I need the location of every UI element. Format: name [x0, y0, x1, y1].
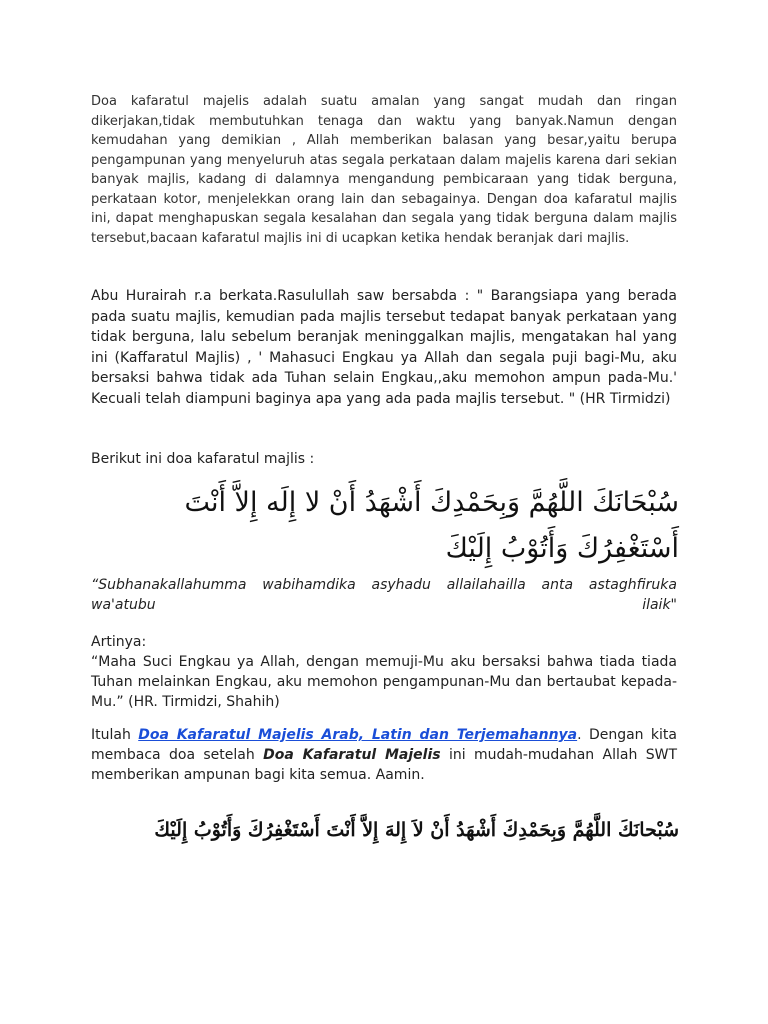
meaning-block [91, 632, 677, 712]
closing-paragraph [91, 725, 677, 785]
hadith-paragraph: Abu Hurairah r.a berkata.Rasulullah saw bersabda : " Barangsiapa yang berada pada suatu majlis, kemudian pada majlis tersebut tedapat banyak perkataan yang tidak berguna, lalu sebelum beranjak meninggalkan majlis, mengatakan hal yang ini (Kaffaratul Majlis) , ' Mahasuci Engkau ya Allah dan segala puji bagi-Mu, aku bersaksi bahwa tidak ada Tuhan selain Engkau,,aku memohon ampun pada-Mu.' Kecuali telah diampuni baginya apa yang ada pada majlis tersebut. " (HR Tirmidzi) [91, 288, 677, 407]
closing-middle: . Dengan kita membaca doa setelah [91, 727, 677, 763]
closing-prefix: Itulah [91, 727, 139, 743]
article-title-link[interactable]: Doa Kafaratul Majelis Arab, Latin dan Terjemahannya [138, 727, 578, 743]
latin-transliteration: “Subhanakallahumma wabihamdika asyhadu allailahailla anta astaghfiruka wa'atubu ilaik" [91, 577, 677, 613]
closing-suffix: ini mudah-mudahan Allah SWT memberikan ampunan bagi kita semua. Aamin. [91, 747, 677, 783]
closing-emphasis: Doa Kafaratul Majelis [263, 747, 441, 763]
arabic-prayer-large: سُبْحَانَكَ اللَّهُمَّ وَبِحَمْدِكَ أَشْهَدُ أَنْ لا إِلَه إِلاَّ أَنْتَ أَسْتَغْفِرُكَ وَأَتُوْبُ إِلَيْكَ [184, 487, 679, 564]
lead-in-text: Berikut ini doa kafaratul majlis : [91, 451, 315, 467]
arabic-prayer-small: سُبْحانَكَ اللَّهُمَّ وَبِحَمْدِكَ أَشْهَدُ أَنْ لاَ إِلهَ إِلاَّ أَنْتَ أَسْتَغْفِرُكَ وَأَتُوْبُ إِلَيْكَ [154, 819, 679, 841]
meaning-text: “Maha Suci Engkau ya Allah, dengan memuji-Mu aku bersaksi bahwa tiada tiada Tuhan melainkan Engkau, aku memohon pengampunan-Mu dan bertaubat kepada-Mu.” (HR. Tirmidzi, Shahih) [91, 654, 677, 710]
meaning-label: Artinya: [91, 634, 147, 650]
intro-paragraph: Doa kafaratul majelis adalah suatu amalan yang sangat mudah dan ringan dikerjakan,tidak membutuhkan tenaga dan waktu yang banyak.Namun dengan kemudahan yang demikian , Allah memberikan balasan yang besar,yaitu berupa pengampunan yang menyeluruh atas segala perkataan dalam majelis karena dari sekian banyak majlis, kadang di dalamnya mengandung pembicaraan yang tidak berguna, perkataan kotor, menjelekkan orang lain dan sebagainya. Dengan doa kafaratul majlis ini, dapat menghapuskan segala kesalahan dan segala yang tidak berguna dalam majlis tersebut,bacaan kafaratul majlis ini di ucapkan ketika hendak beranjak dari majlis. [91, 94, 677, 246]
